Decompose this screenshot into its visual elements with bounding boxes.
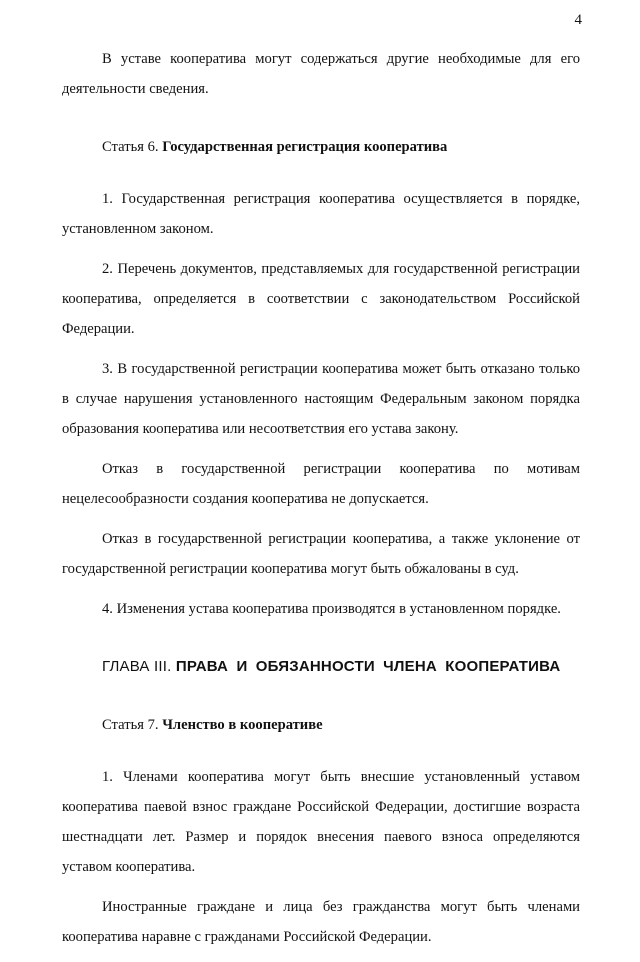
article-6-paragraph-2: 2. Перечень документов, представляемых для государственной регистрации кооператива, определяется в соответствии с законодательством Российской Федерации.: [62, 261, 580, 337]
article-6-paragraph-1: 1. Государственная регистрация кооператива осуществляется в порядке, установленном законом.: [62, 191, 580, 237]
article-7-title: Членство в кооперативе: [162, 717, 323, 733]
article-7-label: Статья 7.: [102, 717, 159, 733]
article-6-paragraph-3: 3. В государственной регистрации кооператива может быть отказано только в случае нарушения установленного настоящим Федеральным законом порядка образования кооператива или несоответствия его устава закону.: [62, 361, 580, 437]
page-number: 4: [574, 12, 582, 28]
article-6-paragraph-6: 4. Изменения устава кооператива производятся в установленном порядке.: [102, 601, 561, 617]
intro-paragraph: В уставе кооператива могут содержаться другие необходимые для его деятельности сведения.: [62, 51, 580, 97]
chapter-3-heading: [62, 652, 580, 682]
chapter-3-title: ПРАВА И ОБЯЗАННОСТИ ЧЛЕНА КООПЕРАТИВА: [175, 658, 561, 675]
article-6-paragraph-4: Отказ в государственной регистрации кооператива по мотивам нецелесообразности создания кооператива не допускается.: [62, 461, 580, 507]
article-6-paragraph-5: Отказ в государственной регистрации кооператива, а также уклонение от государственной регистрации кооператива могут быть обжалованы в суд.: [62, 531, 580, 577]
article-6-title: Государственная регистрация кооператива: [162, 139, 448, 155]
chapter-3-label: ГЛАВА III.: [102, 658, 172, 675]
article-7-paragraph-2: Иностранные граждане и лица без гражданства могут быть членами кооператива наравне с гражданами Российской Федерации.: [62, 899, 580, 945]
document-body: [62, 44, 580, 962]
article-6-heading: [62, 132, 580, 162]
article-7-paragraph-1: 1. Членами кооператива могут быть внесшие установленный уставом кооператива паевой взнос граждане Российской Федерации, достигшие возраста шестнадцати лет. Размер и порядок внесения паевого взноса определяются уставом кооператива.: [62, 769, 580, 875]
article-6-label: Статья 6.: [102, 139, 159, 155]
article-7-heading: [62, 710, 580, 740]
